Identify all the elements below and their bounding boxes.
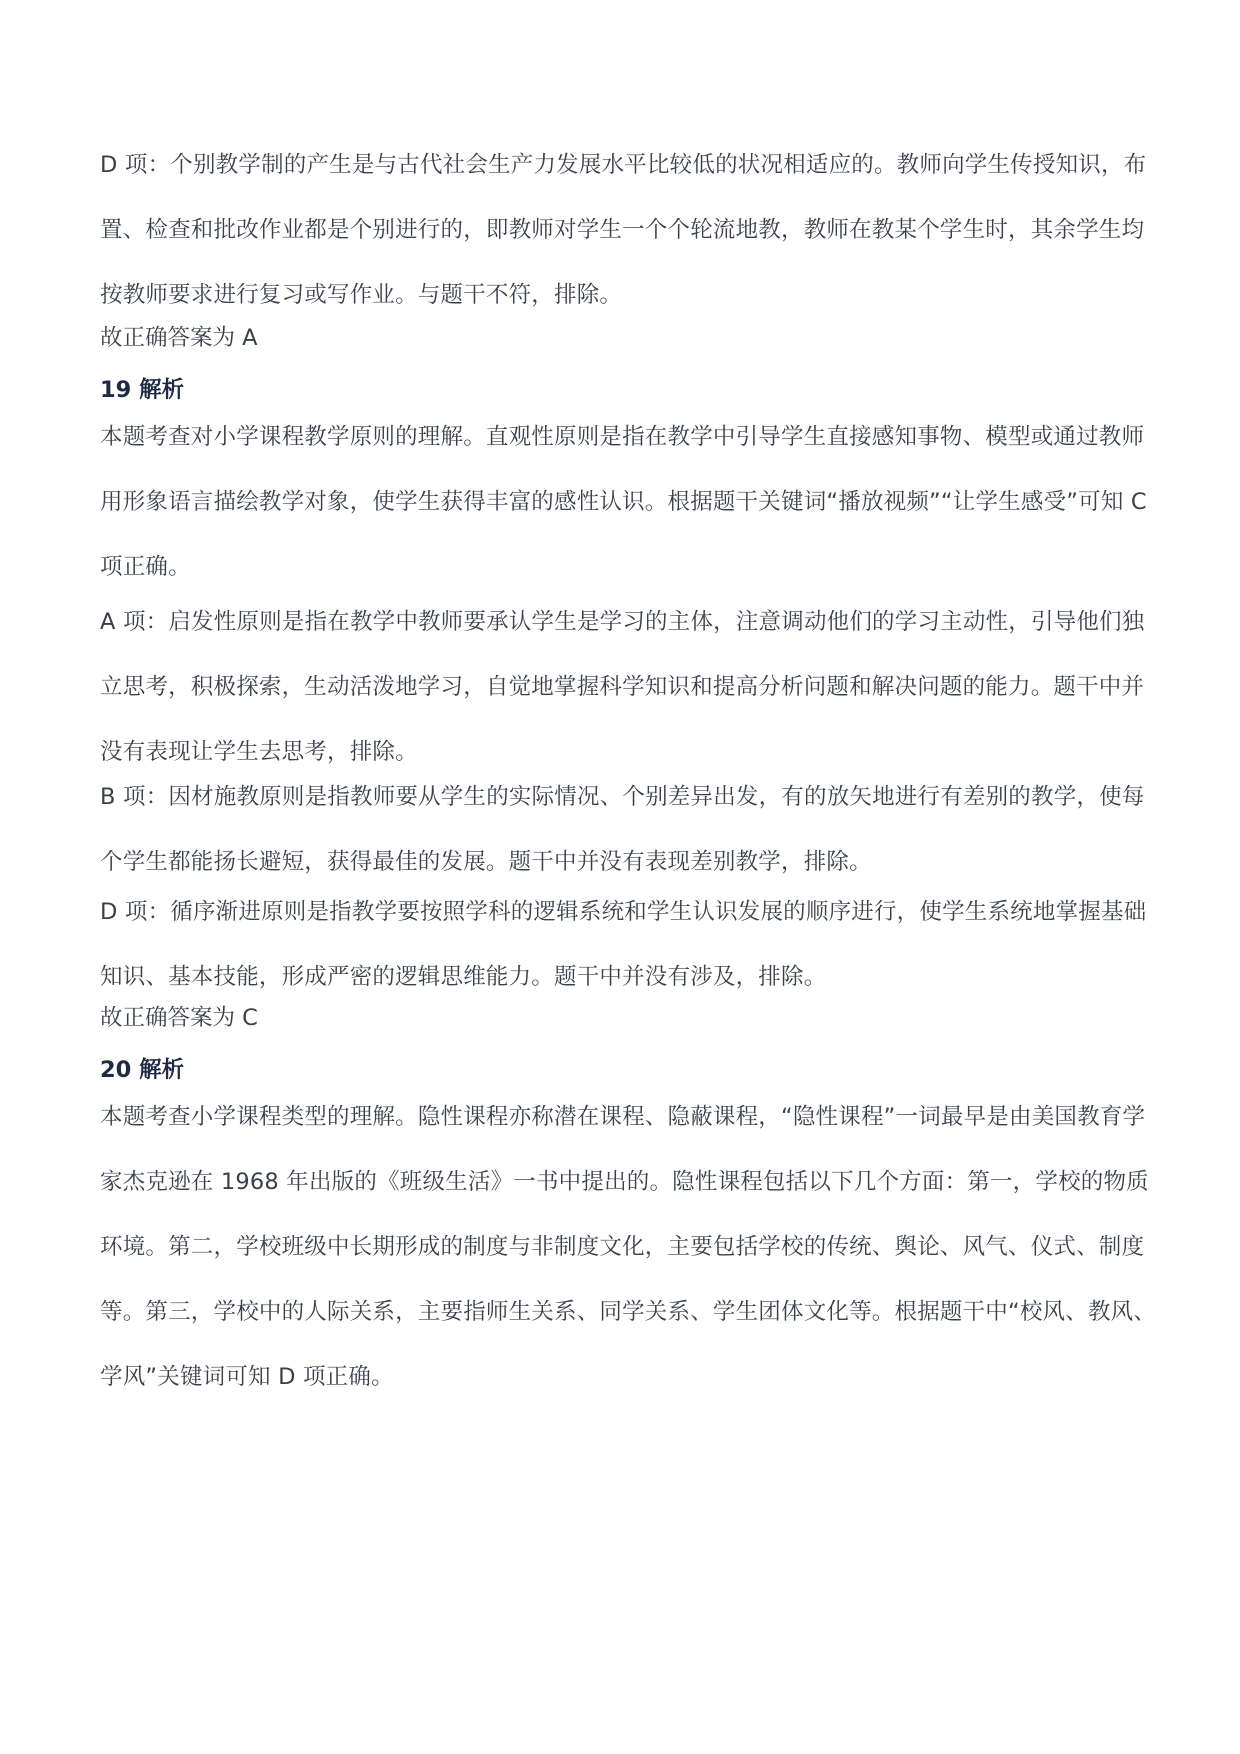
paragraph-intro-20 bbox=[100, 1085, 1160, 1410]
answer-line bbox=[100, 318, 1160, 358]
paragraph-text: D 项：循序渐进原则是指教学要按照学科的逻辑系统和学生认识发展的顺序进行，使学生系统地掌握基础知识、基本技能，形成严密的逻辑思维能力。题干中并没有涉及，排除。 bbox=[100, 899, 1147, 990]
paragraph-text: D 项：个别教学制的产生是与古代社会生产力发展水平比较低的状况相适应的。教师向学生传授知识，布置、检查和批改作业都是个别进行的，即教师对学生一个个轮流地教，教师在教某个学生时，其余学生均按教师要求进行复习或写作业。与题干不符，排除。 bbox=[100, 152, 1147, 308]
paragraph-option-a bbox=[100, 590, 1160, 785]
paragraph-option-d bbox=[100, 133, 1160, 328]
section-heading-19 bbox=[100, 370, 1160, 410]
paragraph-text: B 项：因材施教原则是指教师要从学生的实际情况、个别差异出发，有的放矢地进行有差别的教学，使每个学生都能扬长避短，获得最佳的发展。题干中并没有表现差别教学，排除。 bbox=[100, 784, 1145, 875]
paragraph-option-b bbox=[100, 765, 1160, 895]
paragraph-text: 本题考查小学课程类型的理解。隐性课程亦称潜在课程、隐蔽课程，“隐性课程”一词最早是由美国教育学家杰克逊在 1968 年出版的《班级生活》一书中提出的。隐性课程包括以下几个方面：第一，学校的物质环境。第二，学校班级中长期形成的制度与非制度文化，主要包括学校的传统、舆论、风气、仪式、制度等。第三，学校中的人际关系，主要指师生关系、同学关系、学生团体文化等。根据题干中“校风、教风、学风”关键词可知 D 项正确。 bbox=[100, 1104, 1157, 1390]
paragraph-intro-19 bbox=[100, 405, 1160, 600]
answer-text: 故正确答案为 A bbox=[100, 325, 258, 351]
heading-text: 20 解析 bbox=[100, 1057, 185, 1083]
section-heading-20 bbox=[100, 1050, 1160, 1090]
heading-text: 19 解析 bbox=[100, 377, 185, 403]
paragraph-option-d-19 bbox=[100, 880, 1160, 1010]
paragraph-text: 本题考查对小学课程教学原则的理解。直观性原则是指在教学中引导学生直接感知事物、模型或通过教师用形象语言描绘教学对象，使学生获得丰富的感性认识。根据题干关键词“播放视频”“让学生感受”可知 C 项正确。 bbox=[100, 424, 1147, 580]
paragraph-text: A 项：启发性原则是指在教学中教师要承认学生是学习的主体，注意调动他们的学习主动性，引导他们独立思考，积极探索，生动活泼地学习，自觉地掌握科学知识和提高分析问题和解决问题的能力。题干中并没有表现让学生去思考，排除。 bbox=[100, 609, 1145, 765]
answer-line bbox=[100, 998, 1160, 1038]
answer-text: 故正确答案为 C bbox=[100, 1005, 258, 1031]
